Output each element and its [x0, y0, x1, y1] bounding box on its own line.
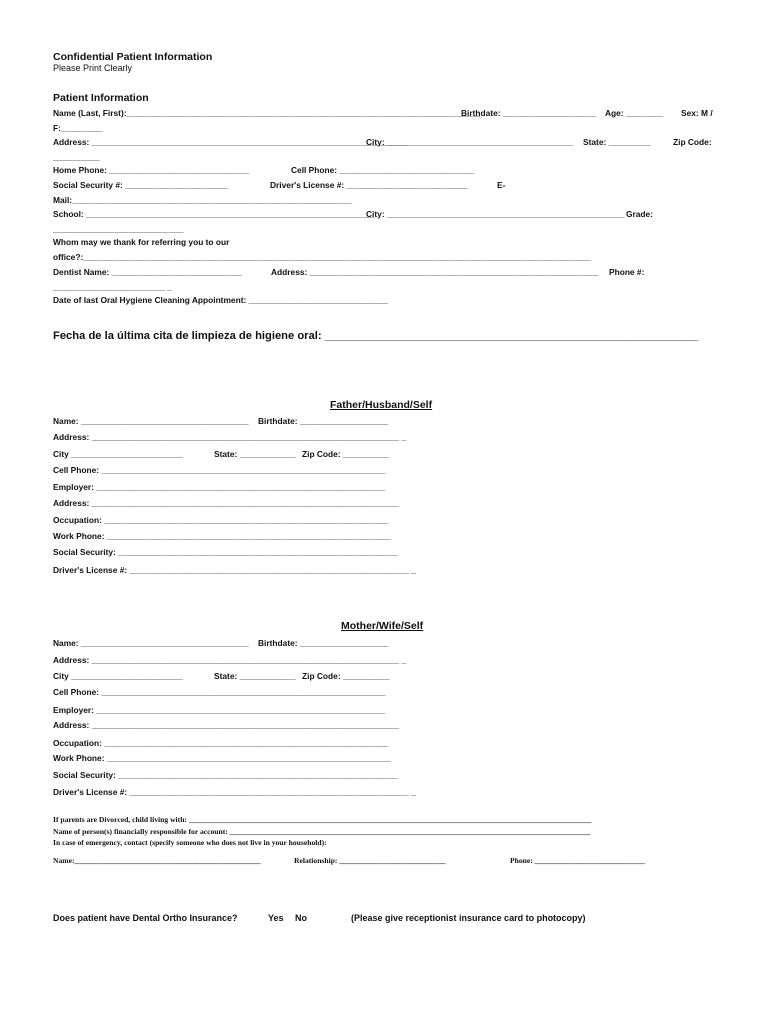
- patient-sex-field[interactable]: Sex: M /: [681, 108, 713, 118]
- insurance-yes-option[interactable]: Yes: [268, 913, 284, 923]
- patient-state-field[interactable]: State: _________: [583, 137, 651, 147]
- emergency-contact-label: In case of emergency, contact (specify someone who does not live in your household):: [53, 838, 327, 847]
- form-title: Confidential Patient Information: [53, 51, 213, 63]
- dentist-name-field[interactable]: Dentist Name: ____________________________: [53, 267, 243, 277]
- referral-label: Whom may we thank for referring you to our: [53, 237, 230, 247]
- patient-section-heading: Patient Information: [53, 92, 149, 104]
- emergency-name-field[interactable]: Name:_________________________________________________: [53, 856, 261, 865]
- mother-state-field[interactable]: State: ____________: [214, 671, 296, 681]
- patient-city-field[interactable]: City: ________________________________________: [366, 137, 574, 147]
- mother-employer-field[interactable]: Employer: ______________________________________________________________: [53, 705, 386, 715]
- father-city-field[interactable]: City ________________________: [53, 449, 183, 459]
- father-dl-field[interactable]: Driver's License #: ____________________________________________________________ _: [53, 565, 416, 575]
- mother-section-heading: Mother/Wife/Self: [341, 620, 424, 632]
- mother-name-field[interactable]: Name: ____________________________________: [53, 638, 249, 648]
- mother-occupation-field[interactable]: Occupation: _____________________________________________________________: [53, 738, 389, 748]
- father-name-field[interactable]: Name: ____________________________________: [53, 416, 249, 426]
- father-state-field[interactable]: State: ____________: [214, 449, 296, 459]
- father-employer-address-field[interactable]: Address: __________________________________________________________________: [53, 498, 400, 508]
- patient-dl-field[interactable]: Driver's License #: __________________________: [270, 180, 468, 190]
- emergency-relationship-field[interactable]: Relationship: ____________________________: [294, 856, 446, 865]
- divorced-living-with-field[interactable]: If parents are Divorced, child living with: __________________________________________________________________________________________________________: [53, 815, 592, 824]
- father-ssn-field[interactable]: Social Security: ____________________________________________________________: [53, 547, 398, 557]
- mother-address-field[interactable]: Address: __________________________________________________________________ _: [53, 655, 407, 665]
- patient-school-city-field[interactable]: City: ___________________________________________________: [366, 209, 625, 219]
- father-work-phone-field[interactable]: Work Phone: _____________________________________________________________: [53, 531, 391, 541]
- spanish-last-cleaning-field[interactable]: Fecha de la última cita de limpieza de higiene oral: ____________________________________________________________: [53, 330, 699, 342]
- father-birthdate-field[interactable]: Birthdate: ___________________: [258, 416, 389, 426]
- patient-home-phone-field[interactable]: Home Phone: ______________________________: [53, 165, 250, 175]
- father-address-field[interactable]: Address: __________________________________________________________________ _: [53, 432, 407, 442]
- patient-zip-field[interactable]: __________: [53, 152, 100, 162]
- dentist-address-field[interactable]: Address: ______________________________________________________________: [271, 267, 599, 277]
- insurance-note: (Please give receptionist insurance card to photocopy): [351, 913, 586, 923]
- father-zip-field[interactable]: Zip Code: __________: [302, 449, 390, 459]
- father-section-heading: Father/Husband/Self: [330, 399, 433, 411]
- father-employer-field[interactable]: Employer: ______________________________________________________________: [53, 482, 386, 492]
- mother-ssn-field[interactable]: Social Security: ____________________________________________________________: [53, 770, 398, 780]
- patient-email-field[interactable]: Mail:____________________________________________________________: [53, 195, 352, 205]
- emergency-phone-field[interactable]: Phone: _____________________________: [510, 856, 645, 865]
- mother-employer-address-field[interactable]: Address: __________________________________________________________________: [53, 720, 400, 730]
- father-cell-field[interactable]: Cell Phone: _____________________________________________________________: [53, 465, 386, 475]
- last-cleaning-field[interactable]: Date of last Oral Hygiene Cleaning Appointment: ______________________________: [53, 295, 389, 305]
- patient-address-field[interactable]: Address: ____________________________________________________________________: [53, 137, 409, 147]
- mother-work-phone-field[interactable]: Work Phone: _____________________________________________________________: [53, 753, 391, 763]
- patient-age-field[interactable]: Age: ________: [605, 108, 664, 118]
- patient-grade-field[interactable]: ____________________________: [53, 224, 184, 234]
- patient-name-field[interactable]: Name (Last, First):____________________________________________________________________________: [53, 108, 481, 118]
- form-subtitle: Please Print Clearly: [53, 63, 133, 73]
- patient-school-field[interactable]: School: ______________________________________________________________: [53, 209, 375, 219]
- patient-cell-phone-field[interactable]: Cell Phone: _____________________________: [291, 165, 475, 175]
- patient-ssn-field[interactable]: Social Security #: ______________________: [53, 180, 228, 190]
- patient-zip-label: Zip Code:: [673, 137, 712, 147]
- insurance-no-option[interactable]: No: [295, 913, 307, 923]
- patient-email-label: E-: [497, 180, 506, 190]
- dentist-phone-label: Phone #:: [609, 267, 645, 277]
- mother-birthdate-field[interactable]: Birthdate: ___________________: [258, 638, 389, 648]
- referral-field[interactable]: office?:_____________________________________________________________________________________________________________: [53, 252, 591, 262]
- patient-sex-f-field[interactable]: F:_________: [53, 123, 103, 133]
- father-occupation-field[interactable]: Occupation: _____________________________________________________________: [53, 515, 389, 525]
- financially-responsible-field[interactable]: Name of person(s) financially responsible for account: _______________________________________________________________________________________________: [53, 827, 591, 836]
- mother-zip-field[interactable]: Zip Code: __________: [302, 671, 390, 681]
- mother-dl-field[interactable]: Driver's License #: ____________________________________________________________ _: [53, 787, 416, 797]
- patient-birthdate-field[interactable]: Birthdate: ____________________: [461, 108, 597, 118]
- patient-grade-label: Grade:: [626, 209, 653, 219]
- dentist-phone-field[interactable]: ________________________ _: [53, 282, 172, 292]
- insurance-question: Does patient have Dental Ortho Insurance?: [53, 913, 238, 923]
- mother-cell-field[interactable]: Cell Phone: _____________________________________________________________: [53, 687, 386, 697]
- mother-city-field[interactable]: City ________________________: [53, 671, 183, 681]
